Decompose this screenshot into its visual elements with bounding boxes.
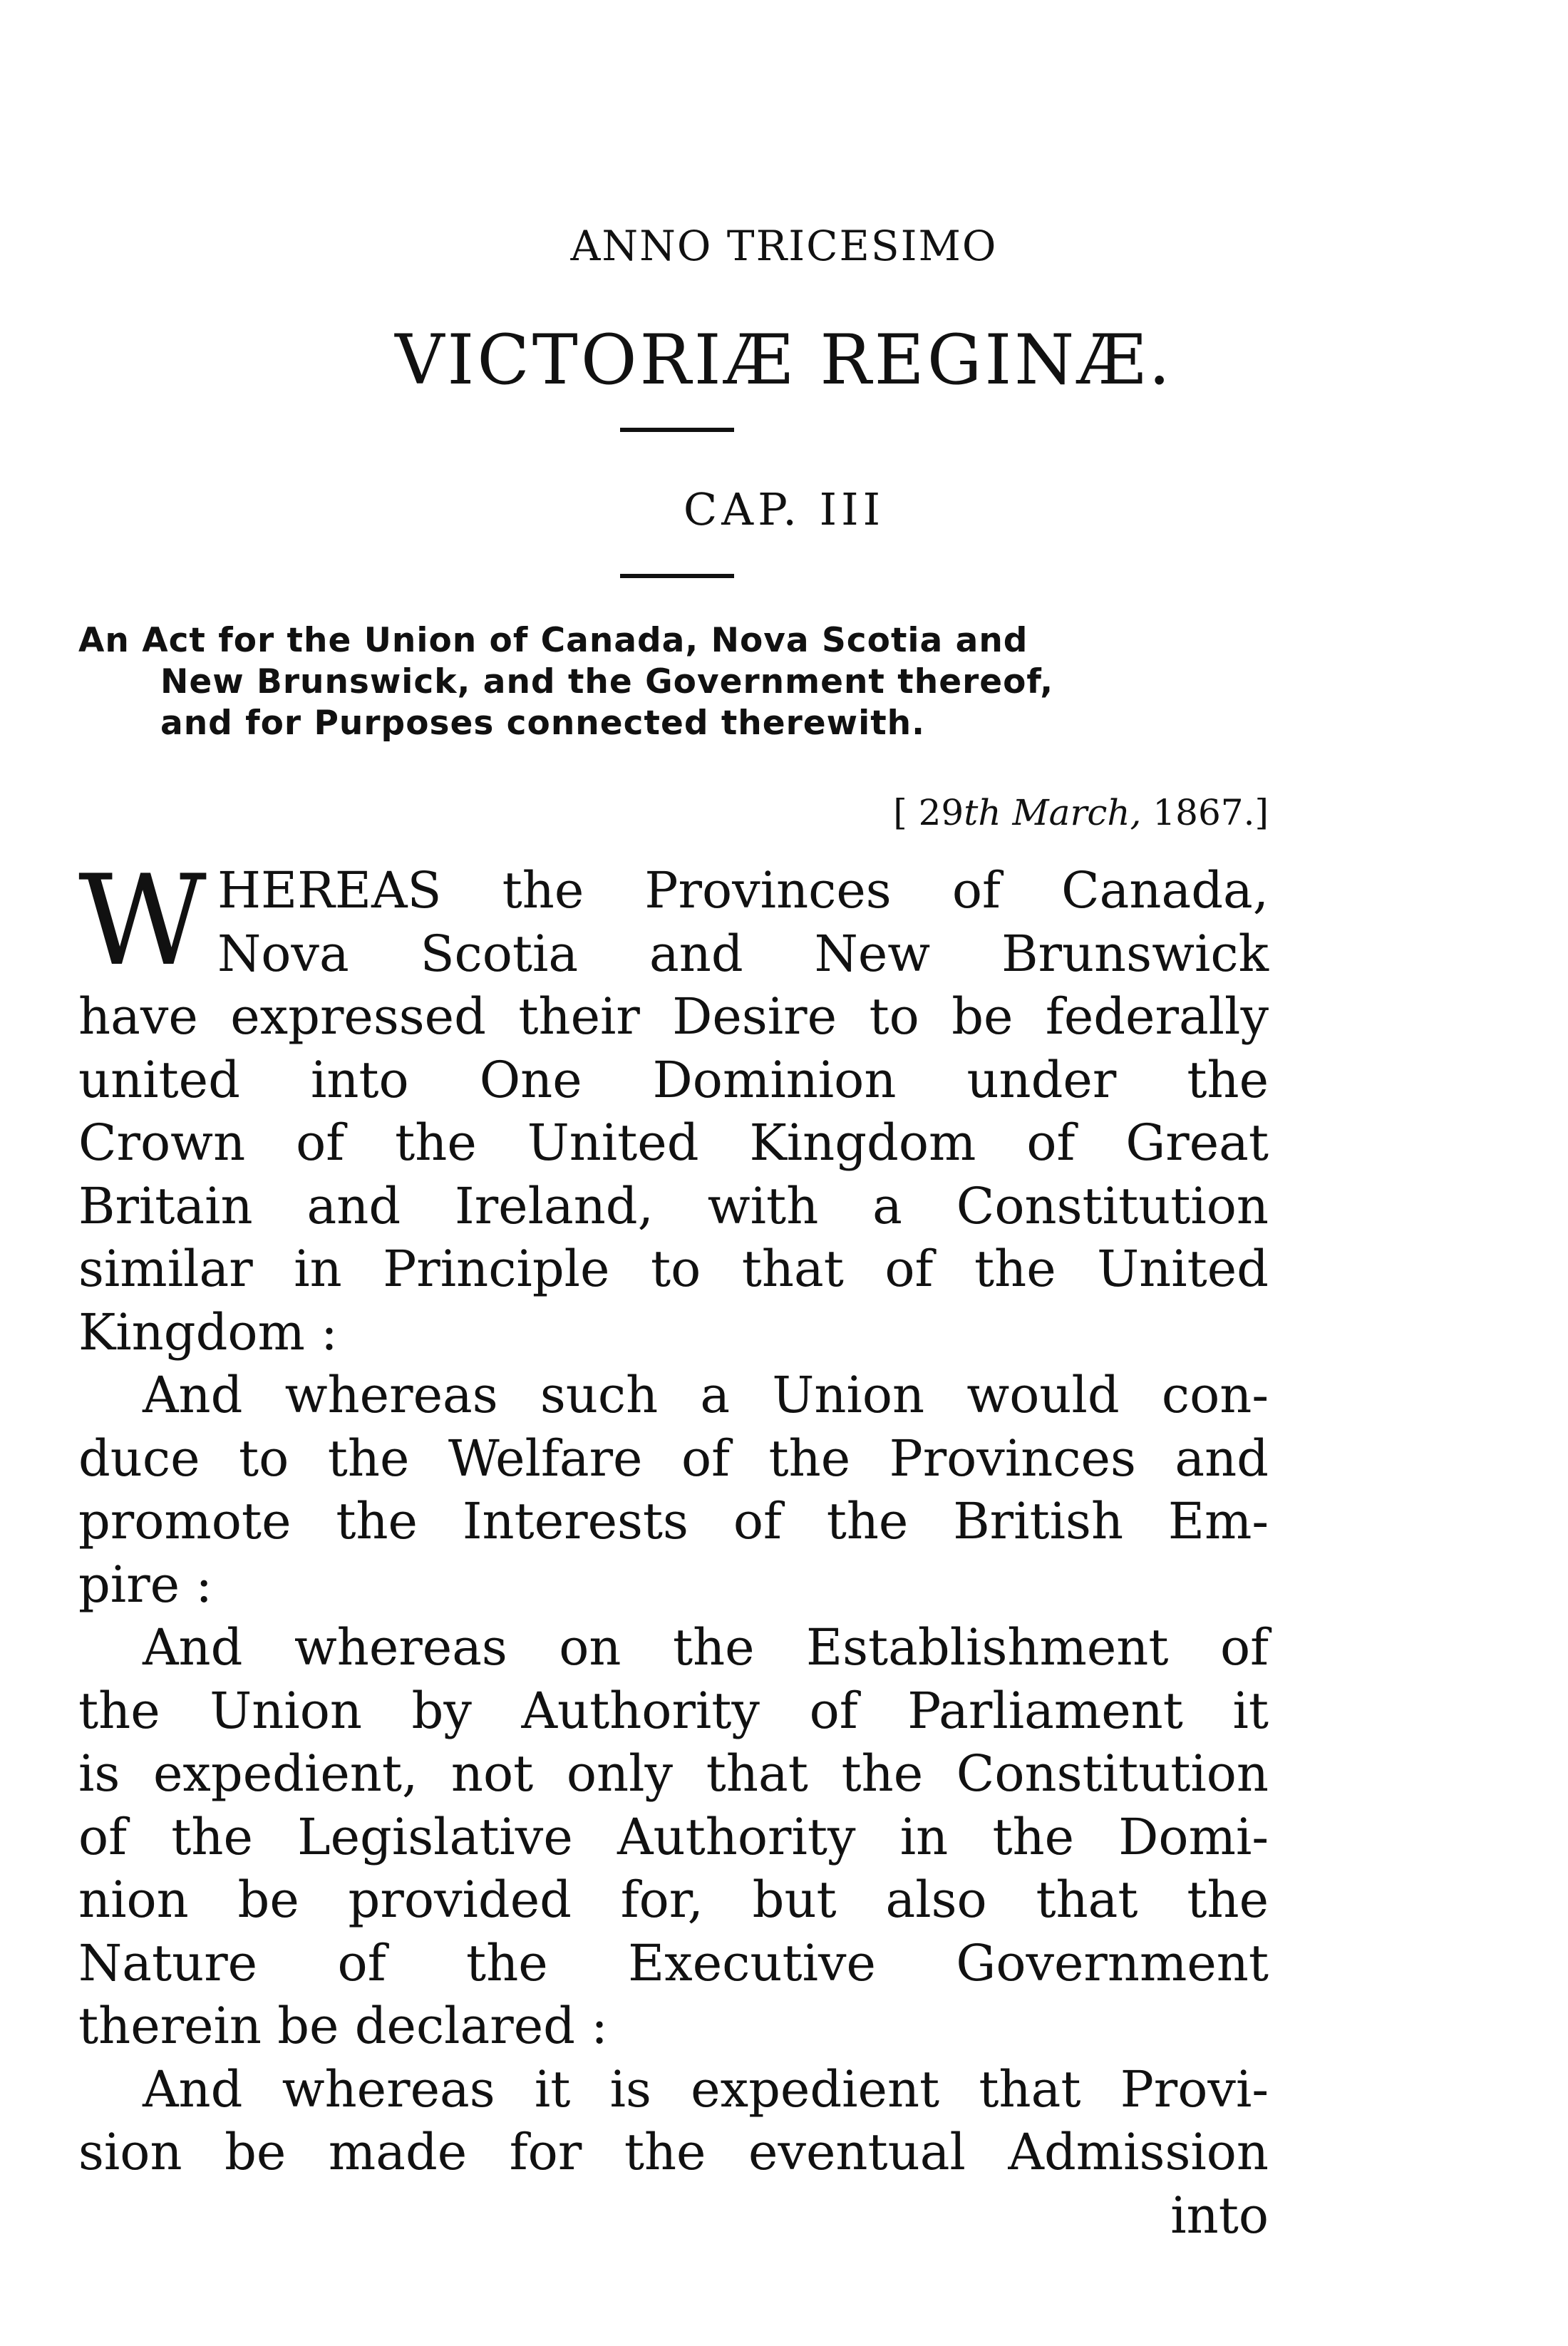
body-line: Nature of the Executive Government (78, 1933, 1269, 1992)
chapter-number: CAP. III (683, 483, 885, 535)
act-title-line: and for Purposes connected therewith. (160, 704, 925, 743)
act-title-line: An Act for the Union of Canada, Nova Scotia and (78, 621, 1028, 660)
date-open: [ 29 (893, 792, 964, 833)
body-line: pire : (78, 1555, 212, 1614)
body-line: sion be made for the eventual Admission (78, 2123, 1269, 2181)
divider-bottom (620, 574, 734, 578)
body-line: duce to the Welfare of the Provinces and (78, 1429, 1269, 1488)
date-italic: th March, (964, 792, 1142, 833)
catchword: into (1170, 2186, 1269, 2245)
regnal-heading: VICTORIÆ REGINÆ. (395, 320, 1173, 400)
body-line: similar in Principle to that of the United (78, 1240, 1269, 1298)
preamble-text (78, 849, 1269, 2247)
body-line: nion be provided for, but also that the (78, 1871, 1269, 1929)
body-line: promote the Interests of the British Em- (78, 1492, 1269, 1550)
drop-cap-letter: W (78, 849, 207, 994)
assent-date (893, 788, 1269, 838)
body-line: And whereas it is expedient that Provi- (143, 2059, 1269, 2119)
body-line: And whereas on the Establishment of (143, 1618, 1269, 1677)
divider-top (620, 428, 734, 432)
body-line: Kingdom : (78, 1302, 338, 1362)
body-line: have expressed their Desire to be federally (78, 987, 1269, 1046)
body-line: Britain and Ireland, with a Constitution (78, 1176, 1269, 1235)
body-line: Nova Scotia and New Brunswick (217, 924, 1269, 983)
body-line: And whereas such a Union would con- (143, 1366, 1269, 1424)
act-title (78, 620, 1276, 744)
date-close: 1867.] (1141, 792, 1269, 833)
act-title-line: New Brunswick, and the Government thereof, (160, 662, 1054, 701)
body-line: is expedient, not only that the Constitution (78, 1744, 1269, 1803)
regnal-year-line: ANNO TRICESIMO (570, 222, 998, 270)
body-line: the Union by Authority of Parliament it (78, 1681, 1269, 1740)
body-line: therein be declared : (78, 1997, 608, 2055)
body-line: united into One Dominion under the (78, 1050, 1269, 1109)
body-line: HEREAS the Provinces of Canada, (217, 861, 1269, 920)
body-line: of the Legislative Authority in the Domi- (78, 1807, 1269, 1866)
body-line: Crown of the United Kingdom of Great (78, 1113, 1269, 1172)
